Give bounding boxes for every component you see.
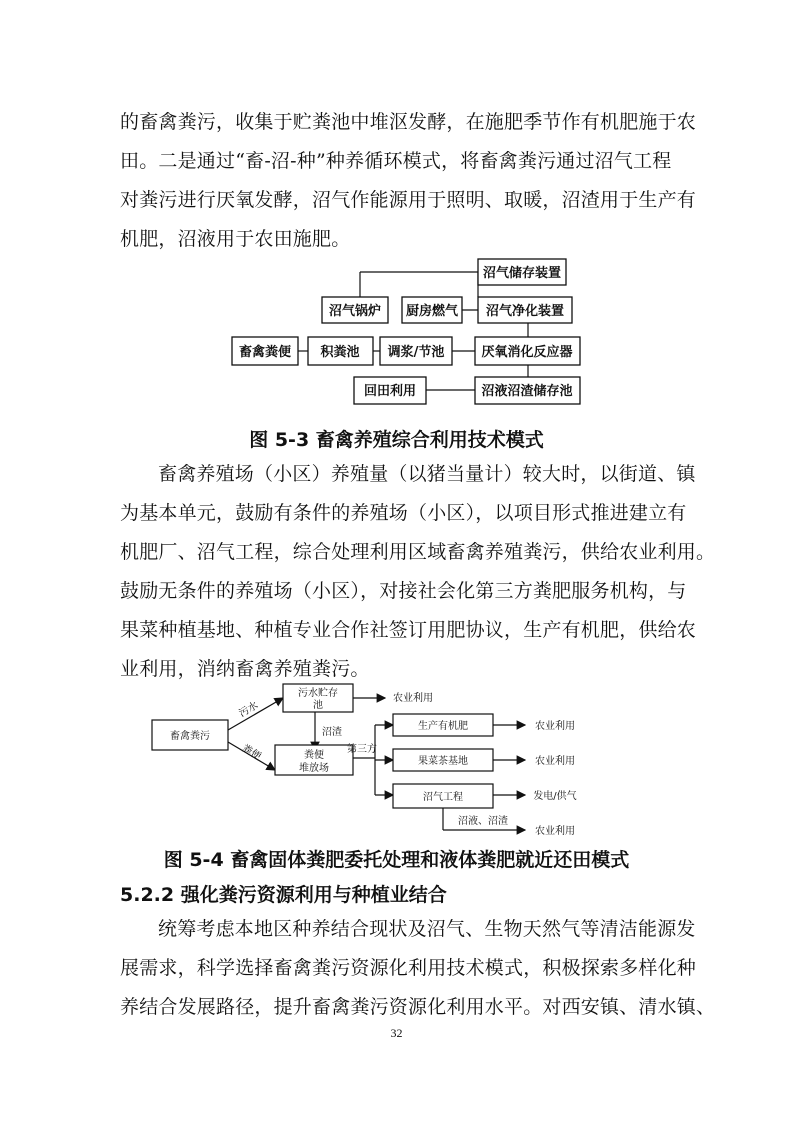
- figure-5-4-caption: 图 5-4 畜禽固体粪肥委托处理和液体粪肥就近还田模式: [163, 849, 630, 871]
- reuse-label: 回田利用: [363, 384, 417, 399]
- agri-use-bottom: 农业利用: [535, 826, 575, 837]
- agri-use-top: 农业利用: [393, 693, 433, 704]
- figure-5-3-diagram: [230, 255, 590, 410]
- text-line: 对粪污进行厌氧发酵，沼气作能源用于照明、取暖，沼渣用于生产有: [120, 189, 697, 211]
- manure-label: 畜禽粪便: [238, 345, 292, 360]
- purify-label: 沼气净化装置: [485, 304, 565, 319]
- section-heading: 5.2.2 强化粪污资源利用与种植业结合: [120, 884, 447, 906]
- text-line: 展需求，科学选择畜禽粪污资源化利用技术模式，积极探索多样化种: [120, 957, 697, 979]
- kitchen-label: 厨房燃气: [405, 304, 459, 319]
- storage-label: 沼气储存装置: [482, 266, 562, 281]
- text-line: 统筹考虑本地区种养结合现状及沼气、生物天然气等清洁能源发: [158, 918, 696, 940]
- slurry-label: 沼液沼渣储存池: [481, 384, 573, 399]
- third-party-label: 第三方: [347, 744, 377, 755]
- sewage-pool-label-1: 污水贮存: [298, 688, 338, 699]
- text-line: 田。二是通过“畜-沼-种”种养循环模式，将畜禽粪污通过沼气工程: [120, 150, 672, 172]
- fertilizer-label: 生产有机肥: [418, 721, 468, 732]
- boiler-label: 沼气锅炉: [328, 304, 382, 319]
- figure-5-3-caption: 图 5-3 畜禽养殖综合利用技术模式: [249, 429, 544, 451]
- slurry-residue-label: 沼液、沼渣: [458, 816, 508, 827]
- digester-label: 厌氧消化反应器: [481, 345, 573, 360]
- text-line: 业利用，消纳畜禽养殖粪污。: [120, 658, 370, 680]
- paragraph-3: [120, 910, 716, 1027]
- feces-edge-label: 粪便: [239, 743, 263, 763]
- sewage-pool-label-2: 池: [313, 700, 323, 711]
- text-line: 养结合发展路径，提升畜禽粪污资源化利用水平。对西安镇、清水镇、: [120, 996, 716, 1018]
- paragraph-2: [120, 455, 716, 689]
- text-line: 机肥，沼液用于农田施肥。: [120, 228, 351, 250]
- manure-yard-label-1: 粪便: [304, 750, 324, 761]
- adjust-label: 调浆/节池: [387, 345, 445, 360]
- power-supply-label: 发电/供气: [533, 791, 577, 802]
- pit-label: 积粪池: [320, 345, 360, 360]
- page-number: 32: [390, 1026, 403, 1040]
- agri-use-2: 农业利用: [535, 756, 575, 767]
- manure-yard-label-2: 堆放场: [299, 763, 329, 774]
- orchard-label: 果菜茶基地: [418, 756, 468, 767]
- sewage-edge-label: 污水: [237, 700, 261, 720]
- text-line: 机肥厂、沼气工程，综合处理利用区域畜禽养殖粪污，供给农业利用。: [120, 541, 716, 563]
- text-line: 畜禽养殖场（小区）养殖量（以猪当量计）较大时，以街道、镇: [158, 463, 696, 485]
- paragraph-1: [120, 103, 697, 259]
- text-line: 的畜禽粪污，收集于贮粪池中堆沤发酵，在施肥季节作有机肥施于农: [120, 111, 697, 133]
- agri-use-1: 农业利用: [535, 721, 575, 732]
- residue-edge-label: 沼渣: [322, 727, 342, 738]
- farm-label: 畜禽粪污: [170, 731, 210, 742]
- text-line: 为基本单元，鼓励有条件的养殖场（小区），以项目形式推进建立有: [120, 502, 687, 524]
- biogas-label: 沼气工程: [423, 792, 463, 803]
- text-line: 果菜种植基地、种植专业合作社签订用肥协议，生产有机肥，供给农: [120, 619, 697, 641]
- text-line: 鼓励无条件的养殖场（小区），对接社会化第三方粪肥服务机构，与: [120, 580, 687, 602]
- figure-5-4-diagram: [150, 680, 595, 842]
